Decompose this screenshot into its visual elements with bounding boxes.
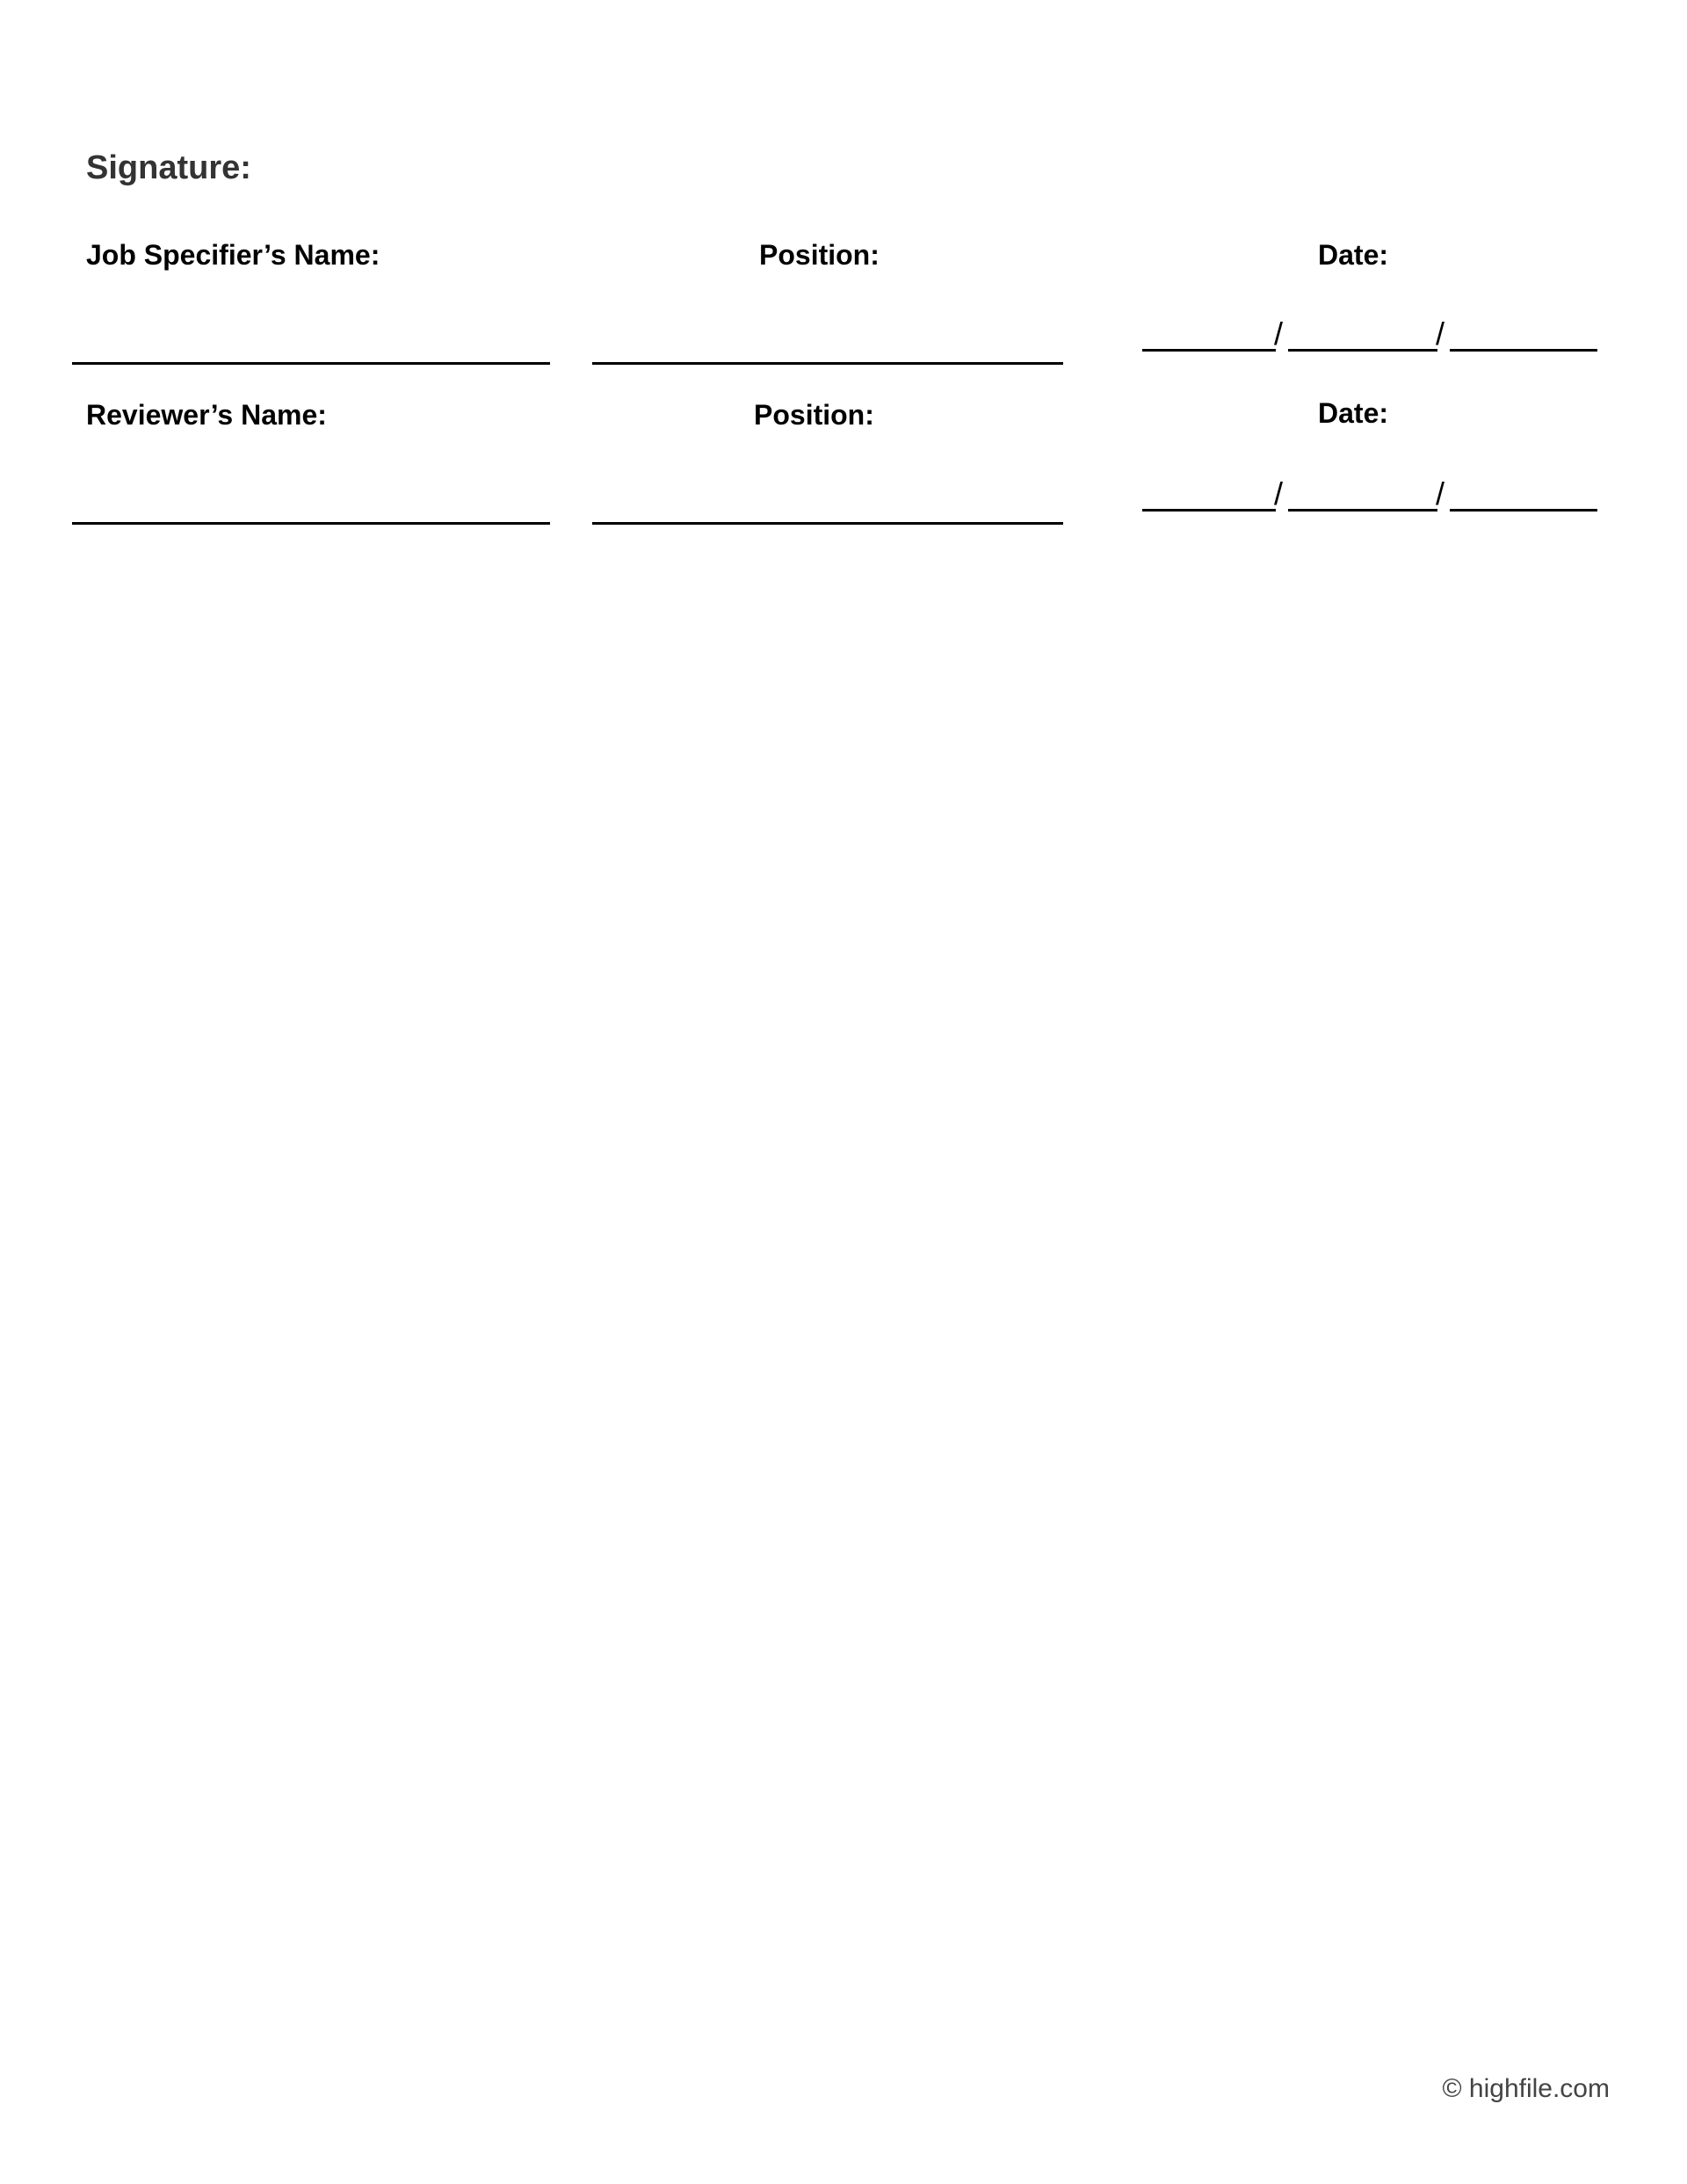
date-day-line[interactable] (1288, 509, 1437, 512)
reviewer-date-label: Date: (1318, 397, 1389, 429)
job-specifier-date-label: Date: (1318, 239, 1389, 271)
date-separator: / (1436, 316, 1445, 352)
date-separator: / (1274, 475, 1284, 512)
reviewer-date-field[interactable] (1142, 476, 1597, 512)
date-year-line[interactable] (1450, 349, 1597, 352)
copyright-footer: © highfile.com (1442, 2074, 1610, 2103)
job-specifier-position-field[interactable] (592, 362, 1063, 365)
date-separator: / (1436, 475, 1445, 512)
job-specifier-name-field[interactable] (72, 362, 550, 365)
job-specifier-date-field[interactable] (1142, 316, 1597, 352)
date-month-line[interactable] (1142, 509, 1276, 512)
date-day-line[interactable] (1288, 349, 1437, 352)
reviewer-name-field[interactable] (72, 522, 550, 525)
date-separator: / (1274, 316, 1284, 352)
date-month-line[interactable] (1142, 349, 1276, 352)
reviewer-name-label: Reviewer’s Name: (86, 399, 327, 431)
page-title: Signature: (86, 149, 251, 186)
reviewer-position-field[interactable] (592, 522, 1063, 525)
reviewer-position-label: Position: (754, 399, 874, 431)
date-year-line[interactable] (1450, 509, 1597, 512)
job-specifier-name-label: Job Specifier’s Name: (86, 239, 380, 271)
job-specifier-position-label: Position: (759, 239, 880, 271)
